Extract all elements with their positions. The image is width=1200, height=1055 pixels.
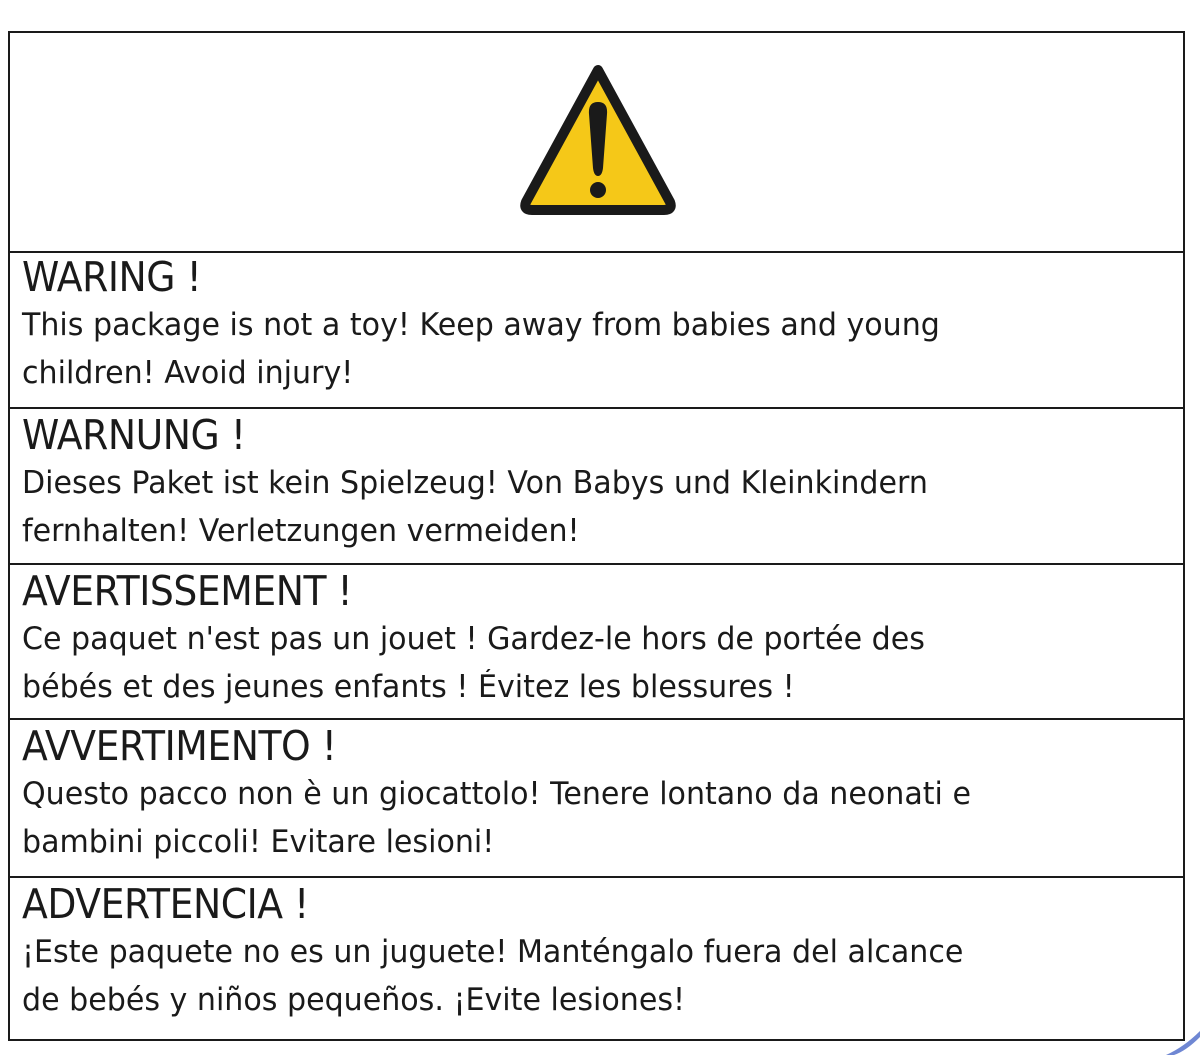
section-spanish: [10, 878, 1183, 1039]
icon-panel: [10, 33, 1183, 253]
section-title: WARING !: [22, 253, 202, 301]
section-title: AVERTISSEMENT !: [22, 567, 353, 615]
section-title: AVVERTIMENTO !: [22, 722, 337, 770]
section-title: ADVERTENCIA !: [22, 880, 309, 928]
section-title: WARNUNG !: [22, 411, 246, 459]
section-line: Questo pacco non è un giocattolo! Tenere lontano da neonati e: [22, 776, 971, 812]
section-line: children! Avoid injury!: [22, 355, 354, 391]
warning-label: [8, 31, 1185, 1041]
section-line: Dieses Paket ist kein Spielzeug! Von Babys und Kleinkindern: [22, 465, 928, 501]
section-line: This package is not a toy! Keep away from babies and young: [22, 307, 940, 343]
section-line: bambini piccoli! Evitare lesioni!: [22, 824, 495, 860]
section-french: [10, 565, 1183, 720]
section-line: bébés et des jeunes enfants ! Évitez les blessures !: [22, 669, 795, 705]
warning-triangle-icon: [518, 60, 678, 220]
section-line: Ce paquet n'est pas un jouet ! Gardez-le hors de portée des: [22, 621, 925, 657]
corner-swoosh-icon: [1160, 1025, 1200, 1055]
section-german: [10, 409, 1183, 565]
section-line: fernhalten! Verletzungen vermeiden!: [22, 513, 580, 549]
section-english: [10, 251, 1183, 409]
section-line: de bebés y niños pequeños. ¡Evite lesiones!: [22, 982, 686, 1018]
section-line: ¡Este paquete no es un juguete! Manténgalo fuera del alcance: [22, 934, 964, 970]
section-italian: [10, 720, 1183, 878]
